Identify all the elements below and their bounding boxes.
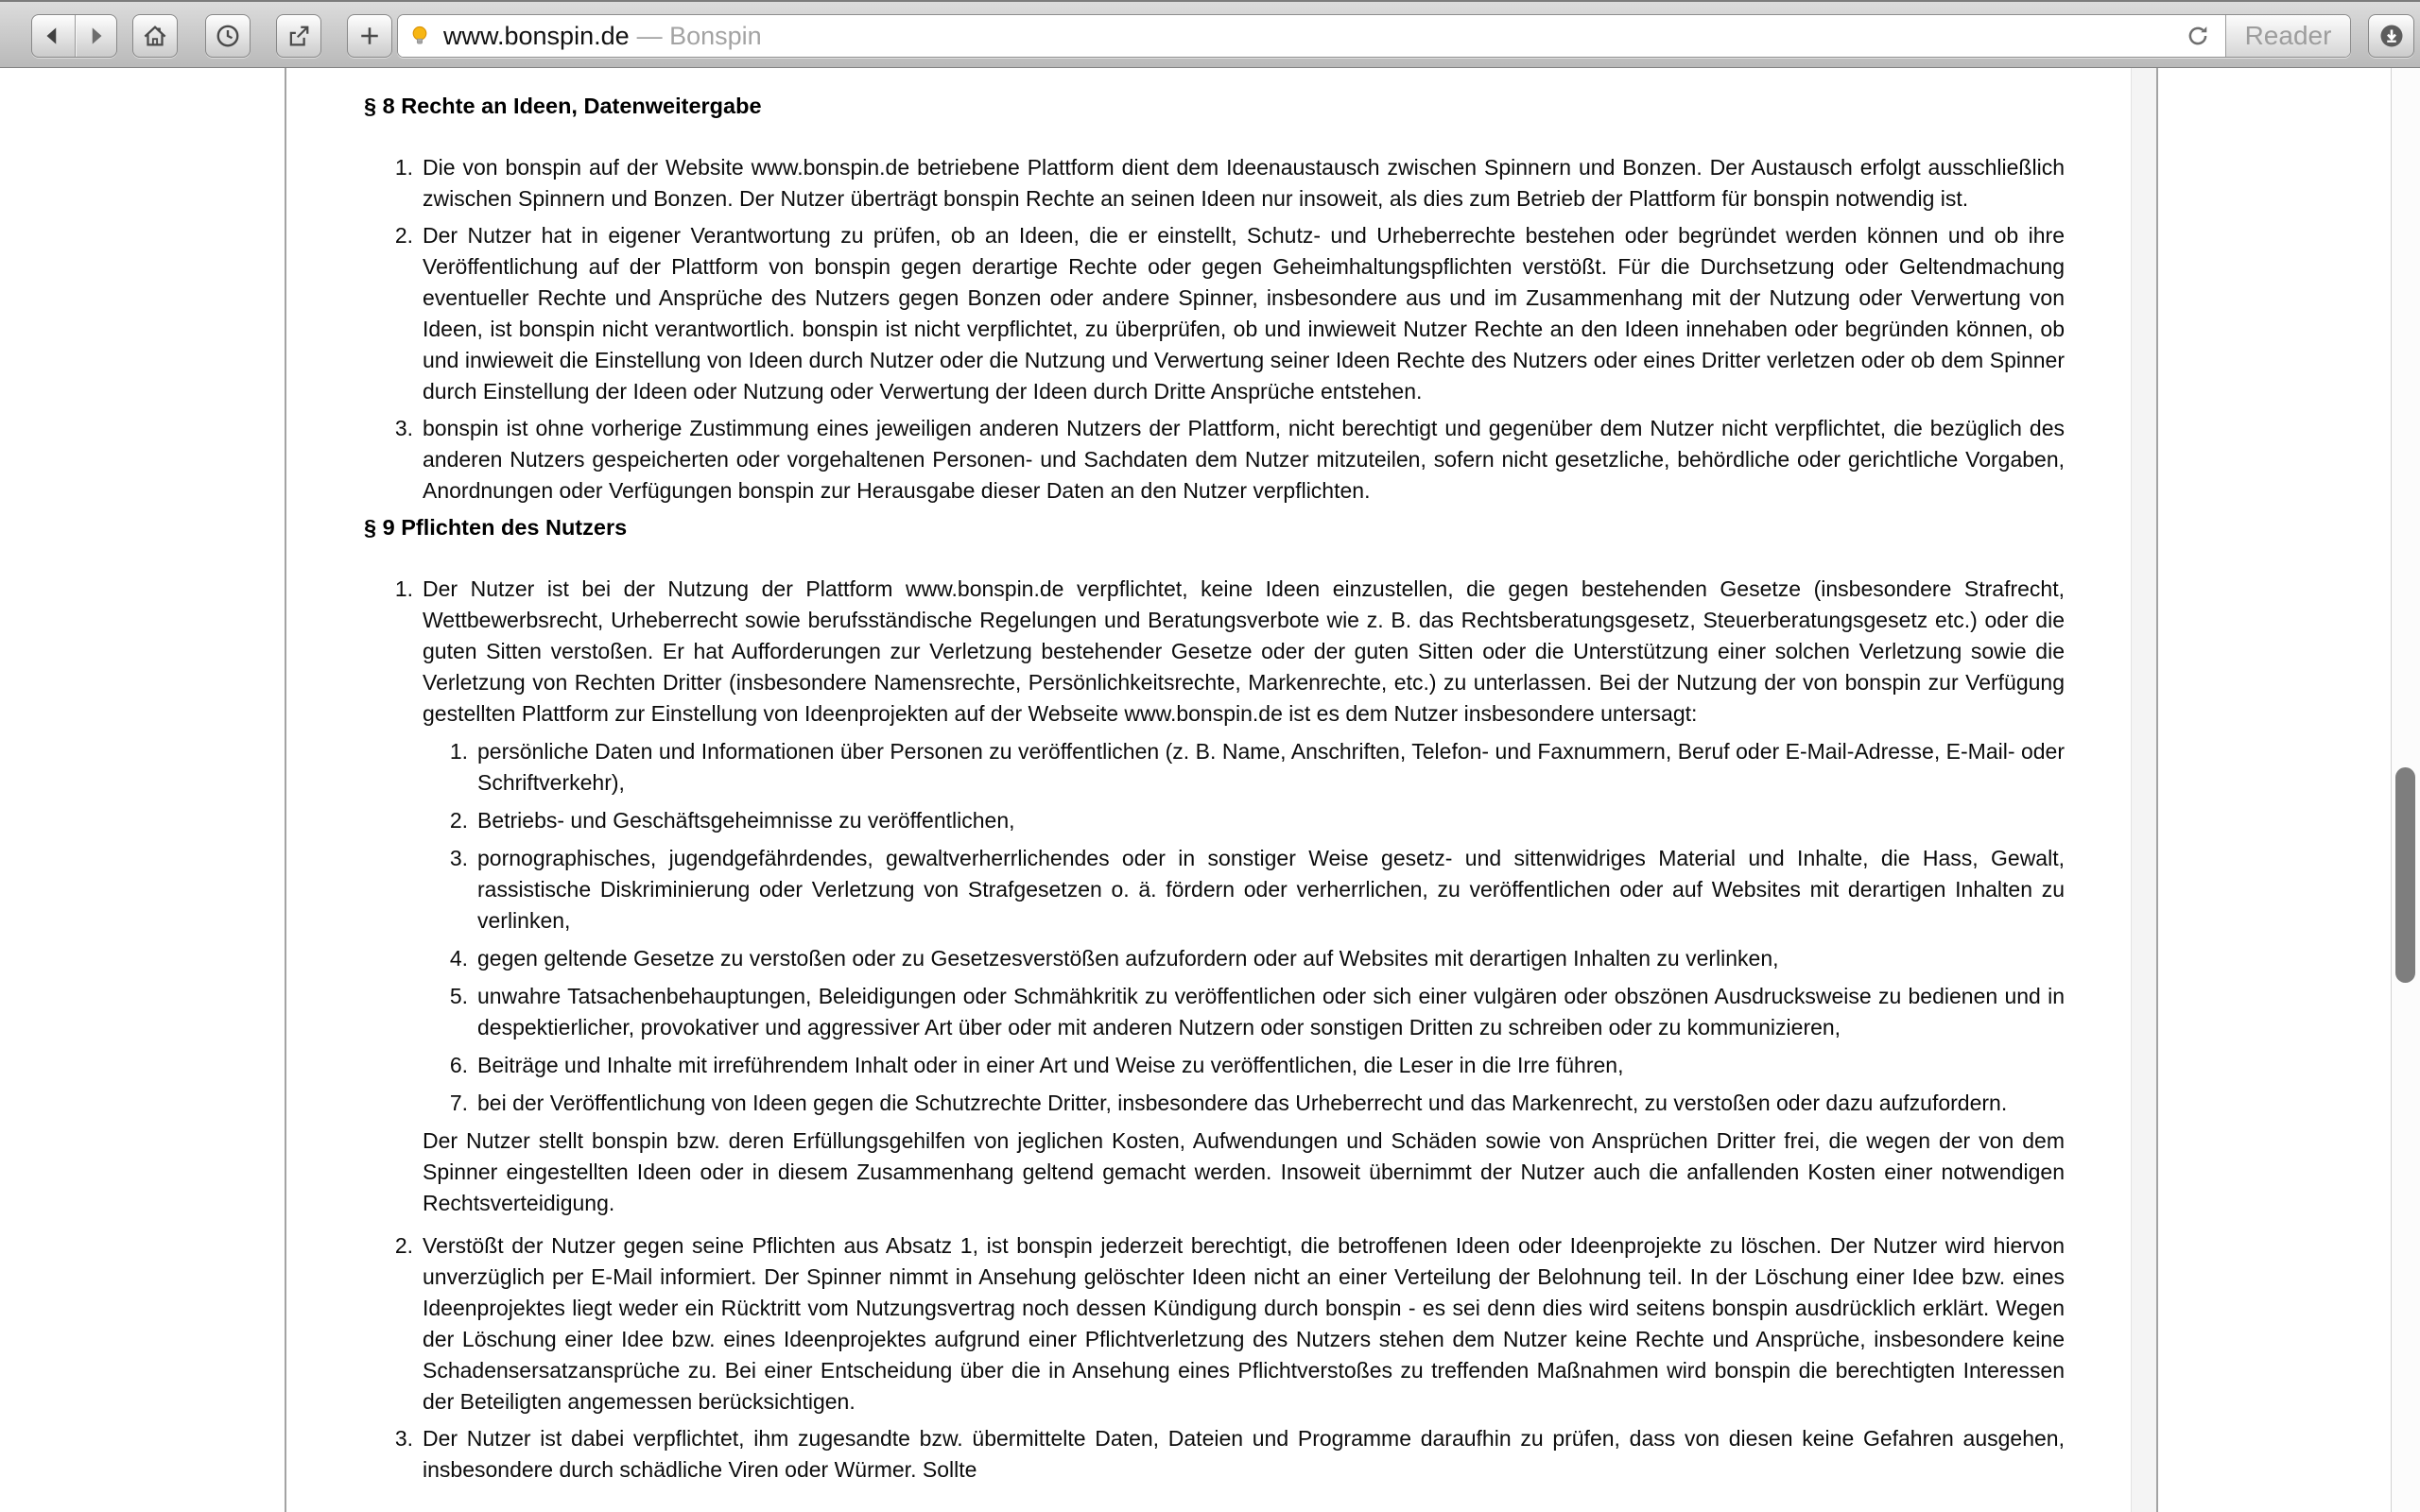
page-background [0,68,2420,1512]
list-item-text: Der Nutzer hat in eigener Verantwortung zu prüfen, ob an Ideen, die er einstellt, Schutz- und Urheberrechte bestehen oder begründet werden können und ob ihre Veröffentlichung auf der Plattform von bonspin gegen derartige Rechte oder gegen Geheimhaltungspflichten verstößt. Für die Durchsetzung oder Geltendmachung eventueller Rechte und Ansprüche des Nutzers gegen Bonzen oder andere Spinner, insbesondere aus und im Zusammenhang mit der Nutzung oder Verwertung von Ideen, ist bonspin nicht verantwortlich. bonspin ist nicht verpflichtet, zu überprüfen, ob und inwieweit Nutzer Rechte an den Ideen innehaben oder begründen können, ob und inwieweit die Einstellung von Ideen durch Nutzer oder die Nutzung und Verwertung seiner Ideen Rechte des Nutzers oder eines Dritter verletzen oder ob dem Spinner durch Einstellung der Ideen oder Nutzung oder Verwertung der Ideen durch Dritte Ansprüche entstehen. [423,223,2065,404]
section-9-heading: § 9 Pflichten des Nutzers [364,515,628,540]
list-item-text: Die von bonspin auf der Website www.bonspin.de betriebene Plattform dient dem Ideenaustausch zwischen Spinnern und Bonzen. Der Austausch erfolgt ausschließlich zwischen Spinnern und Bonzen. Der Nutzer überträgt bonspin Rechte an seinen Ideen nur insoweit, als dies zum Betrieb der Plattform für bonspin notwendig ist. [423,155,2065,211]
new-tab-button[interactable] [347,14,392,58]
history-button[interactable] [205,14,251,58]
address-bar[interactable] [397,14,2351,58]
refresh-icon[interactable] [2184,22,2212,50]
list-item [364,413,2065,507]
section-9-list [364,574,2065,1486]
clock-icon [214,22,242,50]
indemnity-paragraph: Der Nutzer stellt bonspin bzw. deren Erfüllungsgehilfen von jeglichen Kosten, Aufwendungen und Schäden sowie von Ansprüchen Dritter frei, die wegen der von dem Spinner eingestellten Ideen oder in diesem Zusammenhang geltend gemacht werden. Insoweit übernimmt der Nutzer auch die anfallenden Kosten einer notwendigen Rechtsverteidigung. [423,1128,2065,1215]
url-page-title: — Bonspin [636,21,762,50]
list-item [364,574,2065,1225]
sub-list-item-text: Beiträge und Inhalte mit irreführendem Inhalt oder in einer Art und Weise zu veröffentlichen, die Leser in die Irre führen, [477,1053,1624,1077]
back-icon [41,24,65,48]
home-button[interactable] [132,14,178,58]
list-item-text: bonspin ist ohne vorherige Zustimmung eines jeweiligen anderen Nutzers der Plattform, nicht berechtigt und gegenüber dem Nutzer nicht verpflichtet, die bezüglich des anderen Nutzers gespeicherten oder vorgehaltenen Personen- und Sachdaten dem Nutzer mitzuteilen, sofern nicht gesetzliche, behördliche oder gerichtliche Vorgaben, Anordnungen oder Verfügungen bonspin zur Herausgabe dieser Daten an den Nutzer verpflichten. [423,416,2065,503]
section-9-sublist [423,736,2065,1119]
back-forward-buttons [31,14,117,58]
sub-list-item [423,1088,2065,1119]
sub-list-item [423,736,2065,799]
reader-label: Reader [2244,21,2332,50]
terms-document [286,68,2133,1512]
sub-list-item [423,843,2065,936]
browser-toolbar [0,0,2420,68]
forward-icon [83,24,108,48]
inner-scrollbar-track[interactable] [2131,68,2156,1512]
address-field[interactable] [398,15,2225,57]
home-icon [141,22,169,50]
list-item-text: Verstößt der Nutzer gegen seine Pflichten aus Absatz 1, ist bonspin jederzeit berechtigt, die betroffenen Ideen oder Ideenprojekte zu löschen. Der Nutzer wird hiervon unverzüglich per E-Mail informiert. Der Spinner nimmt in Ansehung gelöschter Ideen nicht an einer Verteilung der Belohnung teil. In der Löschung einer Idee bzw. eines Ideenprojektes liegt weder ein Rücktritt vom Nutzungsvertrag noch dessen Kündigung durch bonspin - es sei denn dies wird seitens bonspin ausdrücklich erklärt. Wegen der Löschung einer Idee bzw. eines Ideenprojektes aufgrund einer Pflichtverletzung des Nutzers stehen dem Nutzer keine Rechte und Ansprüche, insbesondere keine Schadensersatzansprüche zu. Bei einer Entscheidung über die in Ansehung eines Pflichtverstoßes zu treffenden Maßnahmen wird bonspin die berechtigten Interessen der Beteiligten angemessen berücksichtigen. [423,1233,2065,1414]
plus-icon [356,23,383,49]
list-item [364,220,2065,407]
sub-list-item-text: bei der Veröffentlichung von Ideen gegen die Schutzrechte Dritter, insbesondere das Urheberrecht und das Markenrecht, zu verstoßen oder dazu aufzufordern. [477,1091,2008,1115]
sub-list-item [423,805,2065,836]
download-icon [2377,22,2406,50]
sub-list-item [423,981,2065,1043]
back-button[interactable] [32,15,75,57]
share-icon [285,22,313,50]
list-item [364,152,2065,215]
share-button[interactable] [276,14,321,58]
list-item-text: Der Nutzer ist dabei verpflichtet, ihm zugesandte bzw. übermittelte Daten, Dateien und Programme daraufhin zu prüfen, dass von diesen keine Gefahren ausgehen, insbesondere durch schädliche Viren oder Würmer. Sollte [423,1426,2065,1482]
list-item [364,1230,2065,1418]
sub-list-item [423,943,2065,974]
sub-list-item-text: gegen geltende Gesetze zu verstoßen oder zu Gesetzesverstößen aufzufordern oder auf Websites mit derartigen Inhalten zu verlinken, [477,946,1779,971]
sub-list-item-text: Betriebs- und Geschäftsgeheimnisse zu veröffentlichen, [477,808,1015,833]
sub-list-item [423,1050,2065,1081]
section-8-heading: § 8 Rechte an Ideen, Datenweitergabe [364,94,762,118]
reader-button[interactable] [2225,15,2350,57]
sub-list-item-text: unwahre Tatsachenbehauptungen, Beleidigungen oder Schmähkritik zu veröffentlichen oder sich einer vulgären oder obszönen Ausdrucksweise zu bedienen und in despektierlicher, provokativer und aggressiver Art über oder mit anderen Nutzern oder sonstigen Dritten zu schreiben oder zu kommunizieren, [477,984,2065,1040]
sub-list-item-text: persönliche Daten und Informationen über Personen zu veröffentlichen (z. B. Name, Anschriften, Telefon- und Faxnummern, Beruf oder E-Mail-Adresse, E-Mail- oder Schriftverkehr), [477,739,2065,795]
lightbulb-favicon-icon [407,24,432,48]
url-host: www.bonspin.de [443,21,630,50]
terms-content-frame [285,68,2158,1512]
sub-list-item-text: pornographisches, jugendgefährdendes, gewaltverherrlichendes oder in sonstiger Weise gesetz- und sittenwidriges Material und Inhalte, die Hass, Gewalt, rassistische Diskriminierung oder Verletzung von Strafgesetzen o. ä. fördern oder verherrlichen, zu veröffentlichen oder auf Websites mit derartigen Inhalten zu verlinken, [477,846,2065,933]
downloads-button[interactable] [2368,14,2414,58]
forward-button[interactable] [75,15,117,57]
window-scrollbar-track[interactable] [2391,68,2420,1512]
list-item-text: Der Nutzer ist bei der Nutzung der Plattform www.bonspin.de verpflichtet, keine Ideen einzustellen, die gegen bestehenden Gesetze (insbesondere Strafrecht, Wettbewerbsrecht, Urheberrecht sowie berufsständische Regelungen und Beratungsverbote wie z. B. das Rechtsberatungsgesetz, Steuerberatungsgesetz etc.) oder die guten Sitten verstoßen. Er hat Aufforderungen zur Verletzung bestehender Gesetze oder der guten Sitten oder die Unterstützung einer solchen Verletzung sowie die Verletzung von Rechten Dritter (insbesondere Namensrechte, Persönlichkeitsrechte, Markenrechte, etc.) zu unterlassen. Bei der Nutzung der von bonspin zur Verfügung gestellten Plattform zur Einstellung von Ideenprojekten auf der Webseite www.bonspin.de ist es dem Nutzer insbesondere untersagt: [423,576,2065,726]
window-scrollbar-thumb[interactable] [2395,767,2415,983]
list-item-partially-visible [364,1423,2065,1486]
section-8-list [364,152,2065,507]
